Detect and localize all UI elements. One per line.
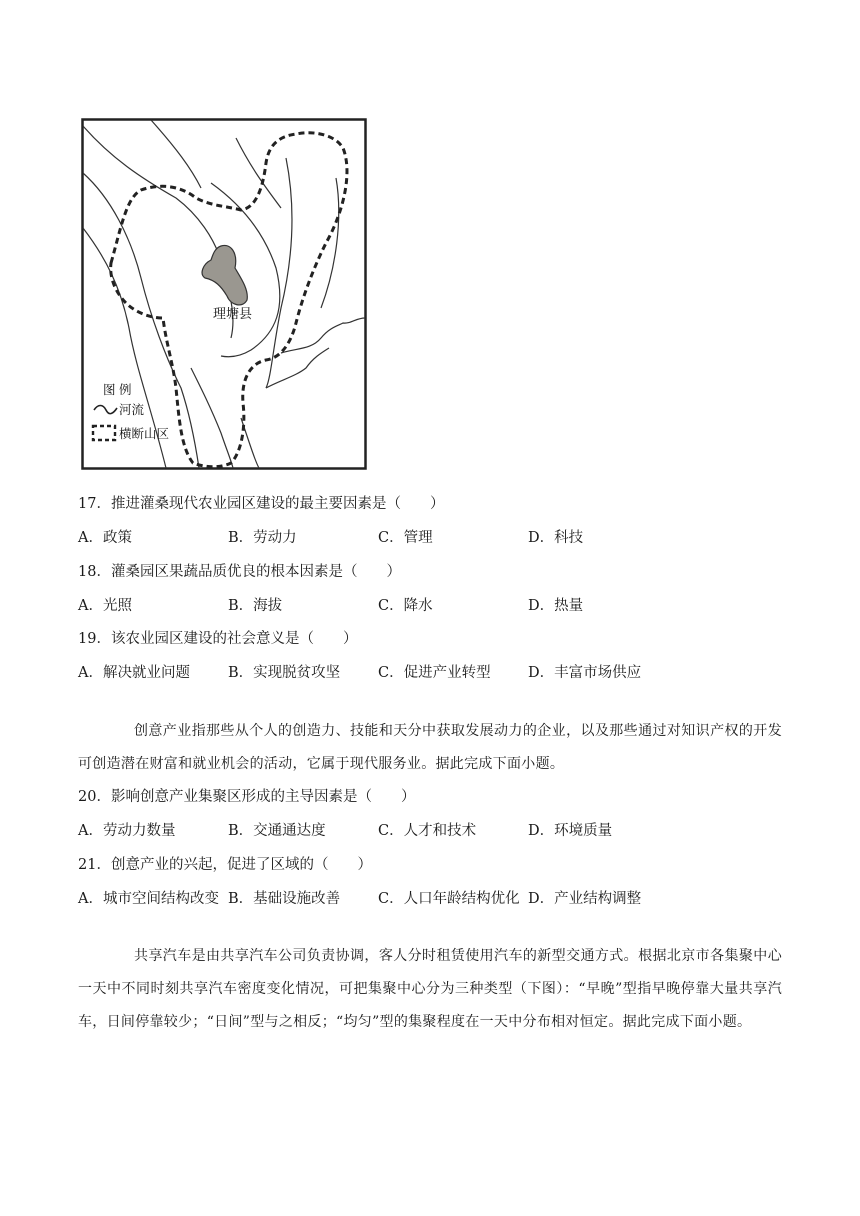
q17-option-d[interactable]: D．科技 xyxy=(528,530,584,546)
q20-option-b[interactable]: B．交通通达度 xyxy=(228,823,326,839)
q21-option-a[interactable]: A．城市空间结构改变 xyxy=(78,891,219,907)
q21-option-d[interactable]: D．产业结构调整 xyxy=(528,891,642,907)
q20-option-c[interactable]: C．人才和技术 xyxy=(378,823,477,839)
question-21: 21．创意产业的兴起，促进了区域的（ ） xyxy=(78,857,372,873)
q17-option-c[interactable]: C．管理 xyxy=(378,530,433,546)
passage-creative-industry xyxy=(78,715,782,781)
legend-title: 图 例 xyxy=(103,383,132,397)
q19-option-c[interactable]: C．促进产业转型 xyxy=(378,665,491,681)
q19-option-a[interactable]: A．解决就业问题 xyxy=(78,665,190,681)
q20-option-a[interactable]: A．劳动力数量 xyxy=(78,823,176,839)
q18-option-d[interactable]: D．热量 xyxy=(528,598,584,614)
legend-river-label: 河流 xyxy=(119,403,145,417)
q18-option-b[interactable]: B．海拔 xyxy=(228,598,283,614)
map-figure xyxy=(81,118,367,470)
q19-option-b[interactable]: B．实现脱贫攻坚 xyxy=(228,665,341,681)
q19-option-d[interactable]: D．丰富市场供应 xyxy=(528,665,642,681)
question-20: 20．影响创意产业集聚区形成的主导因素是（ ） xyxy=(78,789,416,805)
q21-option-c[interactable]: C．人口年龄结构优化 xyxy=(378,891,520,907)
q17-option-a[interactable]: A．政策 xyxy=(78,530,132,546)
passage-text: 共享汽车是由共享汽车公司负责协调，客人分时租赁使用汽车的新型交通方式。根据北京市各集聚中心一天中不同时刻共享汽车密度变化情况，可把集聚中心分为三种类型（下图）：“早晚”型指早晚停靠大量共享汽车，日间停靠较少；“日间”型与之相反；“均匀”型的集聚程度在一天中分布相对恒定。据此完成下面小题。 xyxy=(78,948,782,1030)
q17-option-b[interactable]: B．劳动力 xyxy=(228,530,297,546)
passage-text: 创意产业指那些从个人的创造力、技能和天分中获取发展动力的企业，以及那些通过对知识产权的开发可创造潜在财富和就业机会的活动，它属于现代服务业。据此完成下面小题。 xyxy=(78,723,782,772)
q18-option-a[interactable]: A．光照 xyxy=(78,598,132,614)
q20-option-d[interactable]: D．环境质量 xyxy=(528,823,613,839)
question-17: 17．推进灌桑现代农业园区建设的最主要因素是（ ） xyxy=(78,496,445,512)
q21-option-b[interactable]: B．基础设施改善 xyxy=(228,891,341,907)
question-19: 19．该农业园区建设的社会意义是（ ） xyxy=(78,631,358,647)
q18-option-c[interactable]: C．降水 xyxy=(378,598,433,614)
legend-mountain-label: 横断山区 xyxy=(119,427,170,441)
hengduan-map xyxy=(81,118,367,470)
passage-shared-car xyxy=(78,940,782,1039)
question-18: 18．灌桑园区果蔬品质优良的根本因素是（ ） xyxy=(78,564,401,580)
county-label: 理塘县 xyxy=(213,306,253,321)
